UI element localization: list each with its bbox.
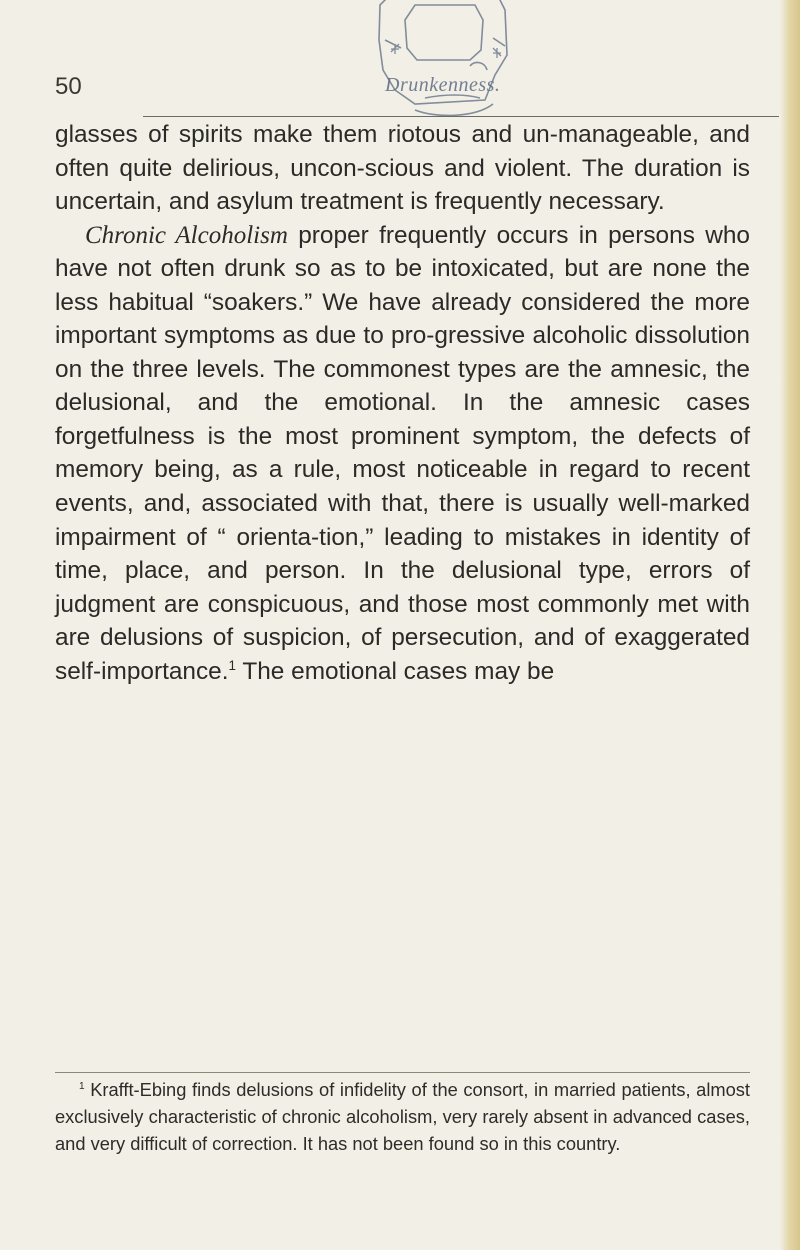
footnote [55, 1076, 750, 1158]
page-number: 50 [55, 73, 82, 100]
paragraph-2 [55, 219, 750, 689]
footnote-marker: 1 [79, 1080, 85, 1092]
paragraph-2-tail: The emotional cases may be [235, 657, 555, 685]
footnote-rule [55, 1072, 750, 1073]
footnote-reference: 1 [228, 657, 236, 673]
stamp-text: Drunkenness. [385, 74, 501, 96]
page-header [0, 0, 800, 120]
footnote-paragraph [55, 1076, 750, 1158]
header-rule [143, 116, 779, 117]
footnote-text: Krafft-Ebing finds delusions of infidelity of the consort, in married patients, almost exclusively characteristic of chronic alcoholism, very rarely absent in advanced cases, and very difficult of correction. It has not been found so in this country. [55, 1079, 750, 1155]
paragraph-2-lead: Chronic Alcoholism [85, 221, 288, 249]
paragraph-1: glasses of spirits make them riotous and un-manageable, and often quite delirious, uncon-scious and violent. The duration is uncertain, and asylum treatment is frequently necessary. [55, 121, 750, 216]
paragraph-2-main: proper frequently occurs in persons who have not often drunk so as to be intoxicated, but are none the less habitual “soakers.” We have already considered the more important symptoms as due to pro-gressive alcoholic dissolution on the three levels. The commonest types are the amnesic, the delusional, and the emotional. In the amnesic cases forgetfulness is the most prominent symptom, the defects of memory being, as a rule, most noticeable in regard to recent events, and, associated with that, there is usually well-marked impairment of “ orienta-tion,” leading to mistakes in identity of time, place, and person. In the delusional type, errors of judgment are conspicuous, and those most commonly met with are delusions of suspicion, of persecution, and of exaggerated self-importance. [55, 221, 750, 685]
library-stamp-icon [355, 0, 525, 120]
body-text [55, 118, 750, 688]
page-edge-stain [780, 0, 800, 1250]
